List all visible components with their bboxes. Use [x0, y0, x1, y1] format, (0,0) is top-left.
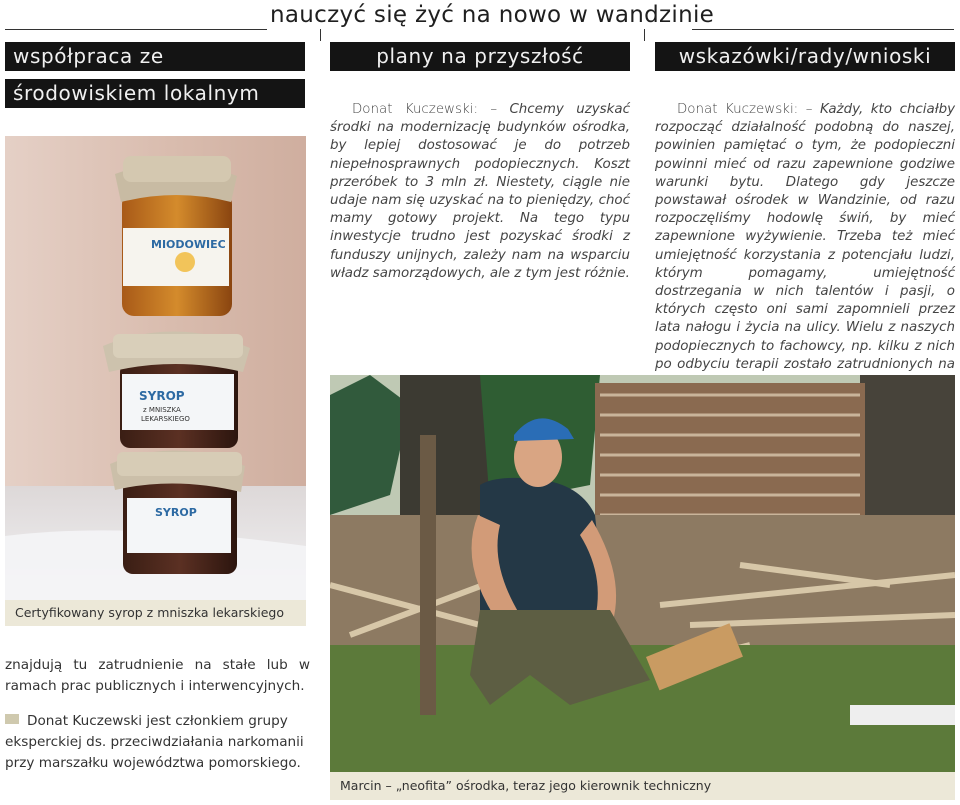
- continuation-text: znajdują tu zatrudnienie na stałe lub w ramach prac publicznych i interwencyjnych.: [5, 657, 310, 694]
- syrup-photo-caption: Certyfikowany syrop z mniszka lekarskiego: [5, 600, 306, 626]
- page-running-title: nauczyć się żyć na nowo w wandzinie: [270, 2, 715, 28]
- quote-text: Każdy, kto chciałby rozpocząć działalność podobną do naszej, powinien pamiętać o tym, że podopieczni powinni mieć od razu zapewnione godziwe warunki bytu. Dlatego gdy jeszcze powstawał ośrodek w Wandzinie, od razu rozpoczęliśmy hodowlę świń, by mieć zapewnione wyżywienie. Trzeba też mieć umiejętność korzystania z potencjału ludzi, którym pomagamy, umiejętność dostrzegania w nich talentów i pasji, o których często oni sami zapomnieli przez lata nałogu i życia na ulicy. Wielu z naszych podopiecznych to fachowcy, np. kilku z nich po odbyciu terapii zostało zatrudnionych na: [655, 102, 955, 372]
- quote-text: Chcemy uzyskać środki na modernizację budynków ośrodka, by lepiej dostosować je do potrzeb niepełnosprawnych podopiecznych. Koszt przeróbek to 3 mln zł. Niestety, ciągle nie udaje nam się uzyskać na to pieniędzy, choć mamy gotowy projekt. Na tego typu inwestycje trudno jest pozyskać środki z funduszy unijnych, zależy nam na wsparciu władz samorządowych, ale z tym jest różnie.: [330, 102, 630, 281]
- jar-label-line3: LEKARSKIEGO: [141, 415, 190, 423]
- jar-top-label: MIODOWIEC: [151, 238, 226, 251]
- jar-label-syrop: SYROP: [155, 506, 197, 519]
- syrup-jars-photo: [5, 136, 306, 600]
- speaker-name: Donat Kuczewski: –: [352, 102, 498, 117]
- heading-local-cooperation-line2: środowiskiem lokalnym: [5, 79, 305, 108]
- jar-label-line2: z MNISZKA: [143, 406, 181, 414]
- header-rule-right: [692, 29, 954, 30]
- expert-note-text: Donat Kuczewski jest członkiem grupy eksperckiej ds. przeciwdziałania narkomanii przy marszałku województwa pomorskiego.: [5, 713, 304, 771]
- header-tick-2: [644, 29, 645, 41]
- worker-photo: [330, 375, 955, 772]
- heading-local-cooperation-line1: współpraca ze: [5, 42, 305, 71]
- tips-text: [655, 101, 955, 392]
- heading-future-plans: plany na przyszłość: [330, 42, 630, 71]
- header-rule-left: [5, 29, 267, 30]
- expert-note: [5, 711, 310, 774]
- note-marker-square: [5, 714, 19, 724]
- future-plans-text: [330, 101, 630, 283]
- worker-photo-caption: Marcin – „neofita” ośrodka, teraz jego kierownik techniczny: [330, 772, 955, 800]
- heading-tips: wskazówki/rady/wnioski: [655, 42, 955, 71]
- header-tick-1: [320, 29, 321, 41]
- speaker-name: Donat Kuczewski: –: [677, 102, 813, 117]
- jar-label-line1: SYROP: [139, 389, 185, 403]
